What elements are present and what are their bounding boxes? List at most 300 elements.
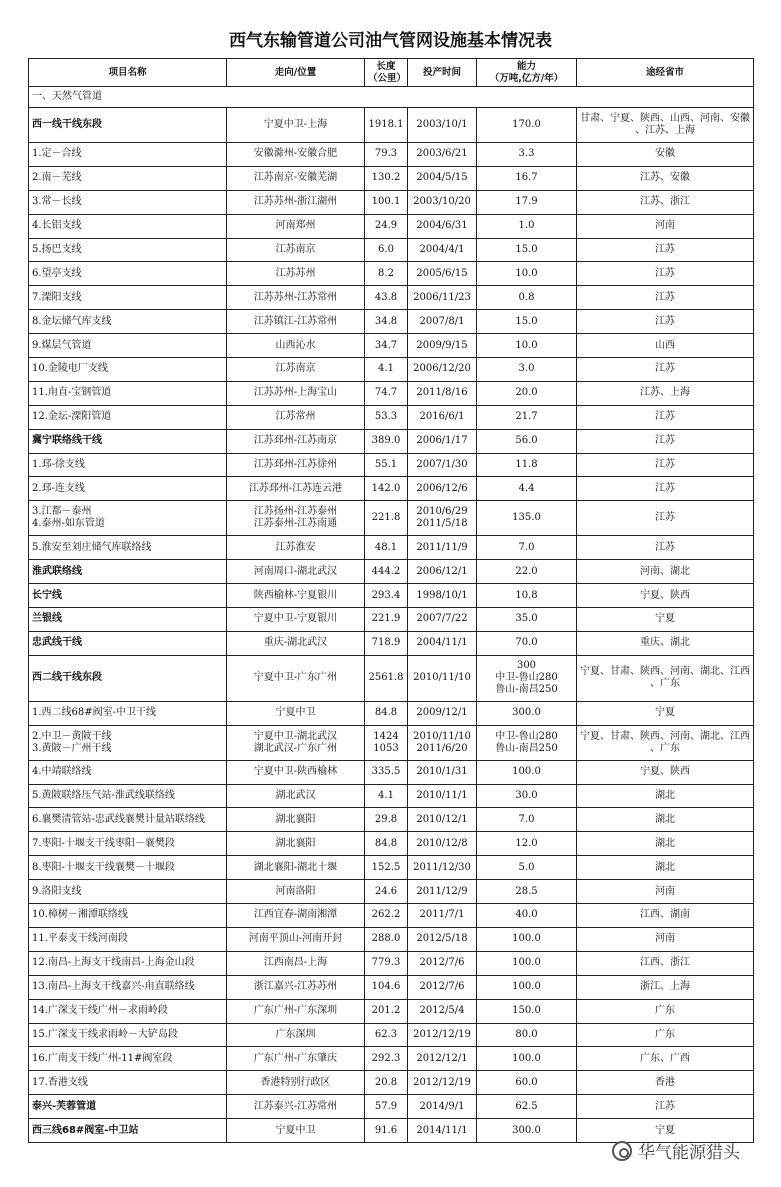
cell-length	[365, 856, 408, 880]
cell-route-line: 河南郑州	[275, 220, 316, 232]
cell-route-line: 陕西榆林-宁夏银川	[253, 589, 338, 601]
header-capacity	[477, 59, 577, 87]
cell-name-line: 5.扬巴支线	[32, 244, 82, 255]
cell-capacity-line: 35.0	[515, 613, 538, 625]
cell-route-line: 江苏苏州	[275, 267, 316, 279]
cell-name	[29, 927, 227, 951]
cell-route	[227, 856, 365, 880]
cell-length-line: 55.1	[374, 459, 398, 471]
cell-route	[227, 808, 365, 832]
cell-name	[29, 975, 227, 999]
cell-capacity-line: 30.0	[515, 790, 538, 802]
cell-capacity-line: 40.0	[515, 909, 538, 921]
cell-name	[29, 880, 227, 904]
cell-route	[227, 453, 365, 477]
cell-name	[29, 631, 227, 655]
cell-provinces-line: 江苏	[655, 512, 675, 524]
cell-date	[408, 584, 477, 608]
cell-provinces-line: 江苏、安徽	[640, 172, 690, 184]
cell-date	[408, 784, 477, 808]
cell-date-line: 2005/6/15	[416, 267, 468, 279]
cell-provinces-line: 、广东	[650, 678, 680, 690]
cell-date-line: 2010/1/31	[416, 766, 468, 778]
cell-route-line: 湖北武汉-广东广州	[253, 742, 338, 754]
cell-length	[365, 655, 408, 701]
cell-provinces	[577, 429, 754, 453]
cell-date	[408, 655, 477, 701]
cell-date-line: 2012/12/1	[416, 1052, 468, 1064]
cell-date	[408, 429, 477, 453]
cell-provinces-line: 江苏	[655, 459, 675, 471]
cell-capacity	[477, 655, 577, 701]
cell-route	[227, 999, 365, 1023]
cell-date	[408, 1071, 477, 1095]
cell-route-line: 重庆-湖北武汉	[263, 637, 328, 649]
cell-length-line: 48.1	[374, 541, 398, 553]
cell-name-line: 9.洛阳支线	[32, 885, 82, 897]
table-row	[29, 608, 754, 632]
table-row	[29, 999, 754, 1023]
table-row	[29, 880, 754, 904]
cell-provinces	[577, 334, 754, 358]
cell-name-line: 2.南－芜线	[32, 172, 82, 184]
cell-provinces-line: 江苏	[655, 435, 675, 447]
cell-capacity-line: 300	[516, 660, 537, 672]
cell-name	[29, 477, 227, 501]
cell-route-line: 香港特别行政区	[260, 1076, 331, 1088]
cell-name-line: 3.江都－泰州	[32, 506, 92, 518]
cell-date-line: 2011/12/30	[413, 861, 471, 873]
cell-capacity-line: 70.0	[515, 637, 538, 649]
cell-route-line: 江苏苏州-浙江湖州	[253, 196, 338, 208]
cell-provinces	[577, 262, 754, 286]
table-row	[29, 584, 754, 608]
cell-length	[365, 536, 408, 560]
cell-length	[365, 1023, 408, 1047]
cell-capacity-line: 3.0	[518, 363, 535, 375]
cell-length	[365, 701, 408, 725]
cell-provinces-line: 江苏	[655, 482, 675, 494]
cell-route	[227, 725, 365, 760]
cell-capacity	[477, 760, 577, 784]
cell-route	[227, 310, 365, 334]
cell-provinces-line: 宁夏、甘肃、陕西、河南、湖北、江西	[580, 730, 750, 742]
cell-route	[227, 631, 365, 655]
cell-capacity	[477, 701, 577, 725]
cell-route	[227, 334, 365, 358]
table-row	[29, 501, 754, 536]
cell-capacity-line: 100.0	[512, 957, 541, 969]
cell-route	[227, 1023, 365, 1047]
cell-provinces	[577, 760, 754, 784]
cell-capacity	[477, 951, 577, 975]
cell-length-line: 1053	[373, 742, 399, 754]
cell-route	[227, 381, 365, 405]
cell-provinces-line: 江苏	[655, 244, 675, 255]
cell-provinces	[577, 501, 754, 536]
cell-length-line: 57.9	[374, 1100, 398, 1112]
cell-provinces	[577, 108, 754, 143]
cell-length-line: 779.3	[371, 957, 401, 969]
cell-route-line: 江苏苏州-上海宝山	[253, 387, 338, 399]
cell-capacity-line: 62.5	[515, 1100, 538, 1112]
table-row	[29, 143, 754, 167]
cell-name	[29, 262, 227, 286]
cell-capacity-line: 100.0	[512, 1052, 541, 1064]
header-date: 投产时间	[408, 59, 477, 87]
cell-capacity	[477, 880, 577, 904]
table-row	[29, 536, 754, 560]
cell-name-line: 5.黄陂联络压气站-淮武线联络线	[32, 790, 175, 802]
cell-provinces	[577, 1095, 754, 1119]
cell-provinces-line: 湖北	[655, 861, 675, 873]
cell-route	[227, 560, 365, 584]
cell-date	[408, 701, 477, 725]
cell-name	[29, 381, 227, 405]
table-row	[29, 214, 754, 238]
cell-length-line: 79.3	[374, 148, 398, 160]
cell-provinces-line: 宁夏	[655, 707, 675, 719]
cell-date-line: 2012/7/6	[419, 981, 465, 993]
cell-date	[408, 214, 477, 238]
cell-date	[408, 904, 477, 928]
cell-capacity-line: 7.0	[518, 813, 535, 825]
cell-length	[365, 784, 408, 808]
cell-date-line: 2003/6/21	[416, 148, 468, 160]
cell-date-line: 2012/5/18	[416, 933, 468, 945]
table-row	[29, 832, 754, 856]
cell-length-line: 34.7	[374, 339, 398, 351]
cell-provinces-line: 江苏	[655, 411, 675, 423]
table-row	[29, 760, 754, 784]
cell-name	[29, 999, 227, 1023]
table-row	[29, 358, 754, 382]
cell-date-line: 2007/8/1	[419, 315, 465, 327]
cell-name-line: 17.香港支线	[32, 1076, 88, 1088]
cell-capacity-line: 15.0	[515, 315, 538, 327]
cell-name	[29, 334, 227, 358]
cell-date	[408, 501, 477, 536]
cell-provinces-line: 广东、广西	[640, 1052, 690, 1064]
table-row	[29, 808, 754, 832]
table-row	[29, 655, 754, 701]
cell-provinces-line: 河南	[655, 933, 675, 945]
cell-date-line: 2011/7/1	[419, 909, 465, 921]
cell-date-line: 2012/12/19	[413, 1028, 471, 1040]
cell-length-line: 444.2	[371, 565, 401, 577]
cell-provinces-line: 江苏	[655, 541, 675, 553]
cell-capacity-line: 中卫-鲁山280	[495, 672, 558, 684]
cell-capacity-line: 1.0	[518, 220, 535, 232]
cell-capacity-line: 10.0	[515, 339, 538, 351]
cell-route	[227, 951, 365, 975]
cell-capacity-line: 12.0	[515, 837, 538, 849]
cell-provinces-line: 甘肃、宁夏、陕西、山西、河南、安徽	[580, 113, 750, 124]
cell-provinces-line: 广东	[655, 1028, 675, 1040]
cell-name	[29, 1095, 227, 1119]
cell-capacity-line: 300.0	[512, 1124, 541, 1136]
cell-route-line: 广东广州-广东肇庆	[253, 1052, 338, 1064]
table-row	[29, 477, 754, 501]
cell-provinces-line: 江苏、上海	[640, 387, 690, 399]
cell-date	[408, 608, 477, 632]
cell-route-line: 江苏扬州-江苏泰州	[253, 506, 338, 518]
cell-length	[365, 334, 408, 358]
cell-provinces	[577, 784, 754, 808]
cell-length	[365, 358, 408, 382]
cell-date-line: 2010/6/29	[416, 506, 468, 518]
cell-name	[29, 286, 227, 310]
cell-capacity-line: 17.9	[515, 196, 538, 208]
cell-provinces-line: 江苏	[655, 267, 675, 279]
header-route: 走向/位置	[227, 59, 365, 87]
cell-route	[227, 429, 365, 453]
cell-capacity-line: 20.0	[515, 387, 538, 399]
cell-capacity-line: 80.0	[515, 1028, 538, 1040]
cell-provinces-line: 宁夏、陕西	[640, 589, 690, 601]
table-row	[29, 334, 754, 358]
table-row	[29, 1095, 754, 1119]
cell-capacity-line: 鲁山-南昌250	[495, 684, 558, 696]
cell-date	[408, 1023, 477, 1047]
cell-length-line: 1424	[373, 730, 399, 742]
cell-length-line: 1918.1	[368, 119, 404, 130]
cell-provinces	[577, 951, 754, 975]
cell-name	[29, 108, 227, 143]
cell-route-line: 河南洛阳	[275, 885, 316, 897]
cell-route-line: 河南平顶山-河南开封	[248, 933, 343, 945]
header-name: 项目名称	[29, 59, 227, 87]
cell-route-line: 江苏南京	[275, 363, 316, 375]
cell-capacity-line: 100.0	[512, 766, 541, 778]
watermark	[612, 1138, 740, 1163]
cell-provinces	[577, 1071, 754, 1095]
cell-capacity-line: 100.0	[512, 981, 541, 993]
cell-capacity	[477, 143, 577, 167]
cell-length-line: 152.5	[371, 861, 401, 873]
cell-date-line: 2010/11/10	[413, 730, 471, 742]
cell-capacity	[477, 1071, 577, 1095]
cell-name	[29, 1047, 227, 1071]
cell-length	[365, 262, 408, 286]
cell-capacity	[477, 999, 577, 1023]
cell-name	[29, 701, 227, 725]
cell-route	[227, 584, 365, 608]
cell-length	[365, 975, 408, 999]
cell-length-line: 293.4	[371, 589, 401, 601]
cell-length-line: 91.6	[374, 1124, 398, 1136]
cell-date-line: 2004/6/31	[416, 220, 468, 232]
cell-capacity-line: 60.0	[515, 1076, 538, 1088]
cell-provinces-line: 宁夏、陕西	[640, 766, 690, 778]
cell-length-line: 262.2	[371, 909, 401, 921]
table-row	[29, 190, 754, 214]
cell-date-line: 2011/12/9	[416, 885, 468, 897]
cell-date-line: 2012/7/6	[419, 957, 465, 969]
cell-date-line: 2010/11/10	[413, 672, 471, 684]
cell-length	[365, 927, 408, 951]
cell-capacity	[477, 190, 577, 214]
cell-name	[29, 608, 227, 632]
cell-length-line: 84.8	[374, 707, 398, 719]
cell-length-line: 24.9	[374, 220, 398, 232]
cell-route	[227, 608, 365, 632]
cell-date-line: 2006/12/6	[416, 482, 468, 494]
cell-capacity-line: 15.0	[515, 244, 538, 255]
table-header-row	[29, 59, 754, 87]
cell-provinces	[577, 238, 754, 262]
cell-date-line: 2014/9/1	[419, 1100, 465, 1112]
cell-length-line: 24.6	[374, 885, 398, 897]
cell-date-line: 2006/12/20	[413, 363, 471, 375]
cell-date	[408, 856, 477, 880]
cell-name	[29, 238, 227, 262]
cell-route-line: 湖北武汉	[275, 790, 316, 802]
cell-length	[365, 1095, 408, 1119]
section-row	[29, 87, 754, 108]
header-length-label: 长度	[376, 60, 396, 72]
cell-date	[408, 536, 477, 560]
cell-date	[408, 1119, 477, 1143]
cell-provinces-line: 浙江、上海	[640, 981, 690, 993]
cell-date	[408, 1047, 477, 1071]
cell-route-line: 安徽滁州-安徽合肥	[253, 148, 338, 160]
cell-route-line: 宁夏中卫	[275, 707, 316, 719]
cell-capacity	[477, 927, 577, 951]
cell-route	[227, 655, 365, 701]
cell-route-line: 江苏邳州-江苏南京	[253, 435, 338, 447]
cell-date-line: 2010/12/1	[416, 813, 468, 825]
cell-capacity	[477, 453, 577, 477]
cell-length	[365, 904, 408, 928]
cell-route-line: 江苏南京	[275, 244, 316, 255]
cell-date-line: 2012/5/4	[419, 1005, 465, 1017]
cell-provinces	[577, 927, 754, 951]
cell-name-line: 10.樟树－湘潭联络线	[32, 909, 128, 921]
cell-route	[227, 1047, 365, 1071]
cell-name	[29, 166, 227, 190]
cell-length-line: 221.8	[371, 512, 401, 524]
cell-name	[29, 501, 227, 536]
wechat-icon	[612, 1141, 632, 1161]
header-capacity-unit: （万吨,亿方/年）	[489, 72, 564, 84]
cell-length	[365, 880, 408, 904]
header-length-unit: （公里）	[368, 72, 407, 84]
cell-provinces	[577, 536, 754, 560]
cell-date	[408, 405, 477, 429]
cell-name-line: 西二线干线东段	[32, 672, 102, 684]
cell-date-line: 2004/4/1	[419, 244, 465, 255]
cell-name-line: 1.定－合线	[32, 148, 82, 160]
cell-date	[408, 832, 477, 856]
cell-capacity	[477, 429, 577, 453]
cell-provinces	[577, 405, 754, 429]
cell-capacity-line: 56.0	[515, 435, 538, 447]
cell-name	[29, 725, 227, 760]
cell-name-line: 16.广南支干线广州-11#阀室段	[32, 1052, 173, 1064]
cell-date	[408, 358, 477, 382]
table-row	[29, 238, 754, 262]
cell-name-line: 冀宁联络线干线	[32, 435, 102, 447]
cell-name	[29, 1023, 227, 1047]
cell-provinces	[577, 143, 754, 167]
cell-provinces	[577, 904, 754, 928]
cell-length-line: 34.8	[374, 315, 398, 327]
cell-name-line: 6.襄樊清管站-忠武线襄樊计量站联络线	[32, 813, 205, 825]
cell-length	[365, 999, 408, 1023]
cell-name-line: 泰兴-芙蓉管道	[32, 1100, 97, 1112]
cell-route	[227, 238, 365, 262]
cell-date-line: 2014/11/1	[416, 1124, 468, 1136]
cell-length-line: 6.0	[378, 244, 394, 255]
cell-length-line: 718.9	[371, 637, 401, 649]
cell-name-line: 10.金陵电厂支线	[32, 363, 108, 375]
cell-route	[227, 262, 365, 286]
cell-capacity-line: 10.0	[515, 267, 538, 279]
cell-capacity	[477, 784, 577, 808]
cell-capacity-line: 135.0	[512, 512, 541, 524]
cell-provinces	[577, 655, 754, 701]
cell-name	[29, 856, 227, 880]
cell-provinces-line: 江苏	[655, 1100, 675, 1112]
table-row	[29, 108, 754, 143]
cell-date	[408, 262, 477, 286]
cell-length	[365, 429, 408, 453]
cell-route-line: 山西沁水	[275, 339, 316, 351]
cell-route	[227, 832, 365, 856]
cell-name-line: 西一线干线东段	[32, 119, 102, 130]
cell-route	[227, 760, 365, 784]
cell-capacity	[477, 381, 577, 405]
cell-name	[29, 904, 227, 928]
cell-route-line: 江西宜春-湖南湘潭	[253, 909, 338, 921]
cell-capacity-line: 鲁山-南昌250	[495, 742, 558, 754]
cell-route-line: 江苏泰兴-江苏常州	[253, 1100, 338, 1112]
cell-capacity	[477, 1047, 577, 1071]
cell-name-line: 12.金坛-溧阳管道	[32, 411, 112, 423]
cell-length-line: 201.2	[371, 1005, 401, 1017]
table-row	[29, 975, 754, 999]
cell-length-line: 62.3	[374, 1028, 398, 1040]
cell-length-line: 8.2	[378, 267, 394, 279]
table-row	[29, 560, 754, 584]
cell-provinces	[577, 477, 754, 501]
cell-route	[227, 1119, 365, 1143]
cell-date	[408, 951, 477, 975]
cell-provinces-line: 湖北	[655, 837, 675, 849]
cell-provinces-line: 山西	[655, 339, 675, 351]
cell-date	[408, 381, 477, 405]
cell-date	[408, 190, 477, 214]
cell-capacity-line: 4.4	[518, 482, 535, 494]
cell-date-line: 2016/6/1	[419, 411, 465, 423]
cell-provinces-line: 江苏、浙江	[640, 196, 690, 208]
cell-provinces-line: 江苏	[655, 363, 675, 375]
table-row	[29, 951, 754, 975]
cell-name	[29, 405, 227, 429]
cell-capacity-line: 22.0	[515, 565, 538, 577]
pipeline-table	[28, 58, 754, 1143]
cell-route-line: 江苏镇江-江苏常州	[253, 315, 338, 327]
cell-provinces-line: 、广东	[650, 742, 680, 754]
cell-provinces-line: 安徽	[655, 148, 675, 160]
document-title: 西气东输管道公司油气管网设施基本情况表	[229, 31, 552, 51]
cell-date	[408, 975, 477, 999]
cell-name-line: 8.枣阳-十堰支干线襄樊－十堰段	[32, 861, 175, 873]
header-capacity-label: 能力	[516, 60, 536, 72]
cell-capacity	[477, 1095, 577, 1119]
cell-capacity-line: 100.0	[512, 933, 541, 945]
